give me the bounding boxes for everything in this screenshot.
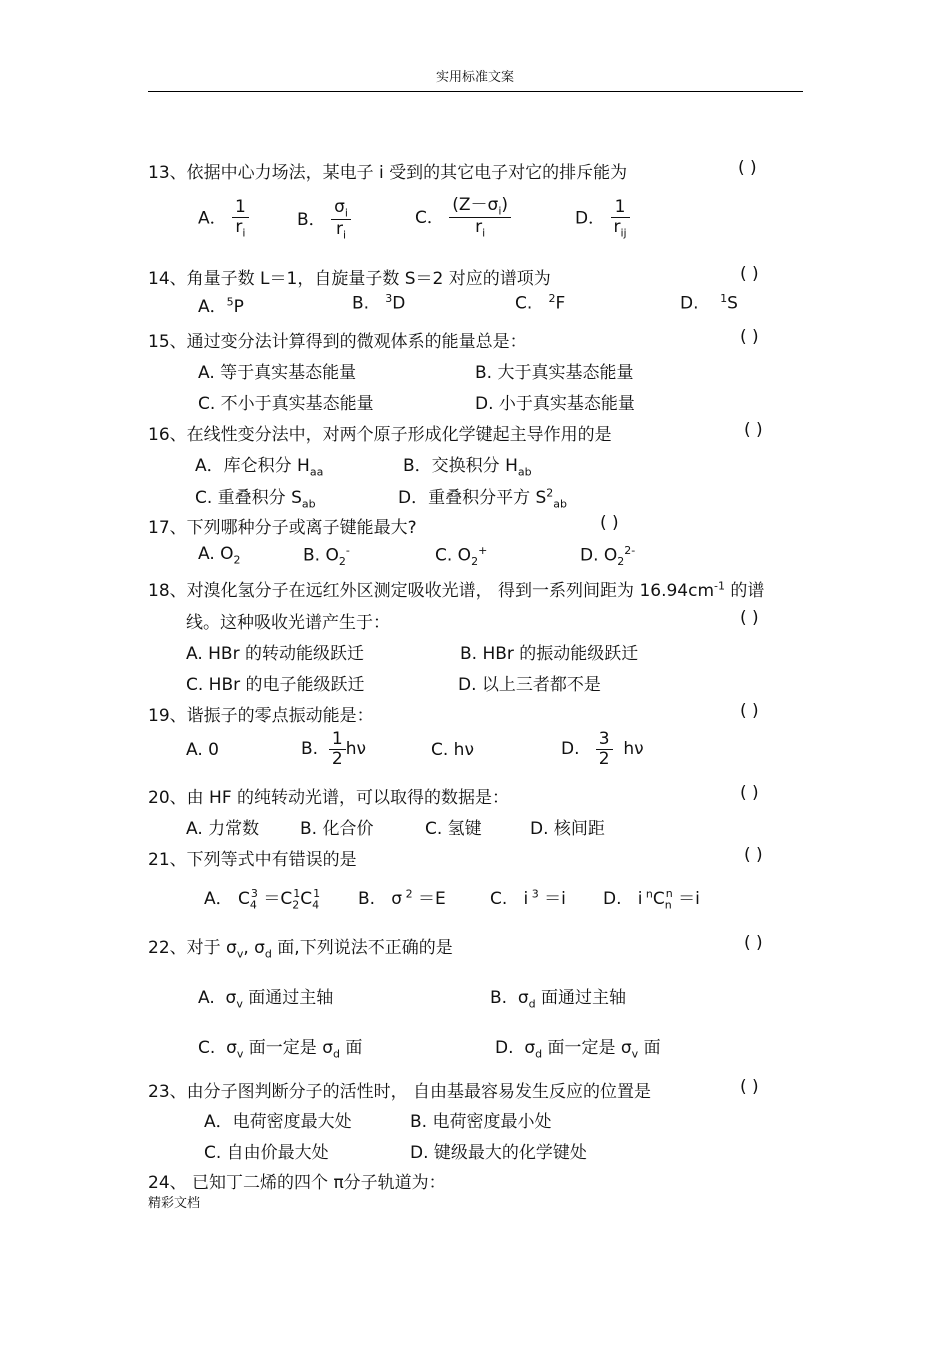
- q14-option-d: D. $^1$S: [680, 292, 738, 314]
- q18-answer-blank: ( ): [740, 608, 759, 628]
- q21-answer-blank: ( ): [744, 845, 763, 865]
- q17-option-d: D. $O_2^{2-}$: [580, 544, 636, 569]
- q21-option-d: D. i $^nC_n^n =i$: [603, 887, 700, 912]
- q14-option-c: C. $^2$F: [515, 292, 566, 314]
- q13-option-a: A． $\frac{1}{r_i}$: [198, 198, 249, 239]
- q21-option-a: A． $C_4^3 =C_2^1C_4^1$: [204, 887, 321, 912]
- question-19-stem: 19、谐振子的零点振动能是：: [148, 706, 374, 726]
- q14-option-a: A．$^5$P: [198, 295, 244, 317]
- q16-answer-blank: ( ): [744, 420, 763, 440]
- q18-option-b: B. HBr 的振动能级跃迁: [460, 644, 639, 664]
- question-17-stem: 17、下列哪种分子或离子键能最大?: [148, 518, 417, 538]
- q13-option-d: D． $\frac{1}{r_{ij}}$: [575, 198, 630, 239]
- q18-option-c: C. HBr 的电子能级跃迁: [186, 675, 365, 695]
- q19-option-b: B. $\frac{1}{2}$ hν: [301, 729, 366, 769]
- q22-answer-blank: ( ): [744, 933, 763, 953]
- question-14-stem: 14、角量子数 L＝1，自旋量子数 S＝2 对应的谱项为: [148, 269, 551, 289]
- q13-answer-blank: ( ): [738, 158, 757, 178]
- question-24-stem: 24、 已知丁二烯的四个 π分子轨道为：: [148, 1173, 446, 1193]
- q19-option-d: D. $\frac{3}{2}$ hν: [561, 729, 644, 769]
- q15-option-c: C. 不小于真实基态能量: [198, 394, 374, 414]
- question-13-stem: 13、依据中心力场法，某电子 i 受到的其它电子对它的排斥能为: [148, 163, 628, 183]
- q13-option-c: C． $\frac{(Z-\sigma_i)}{r_i}$: [415, 196, 511, 240]
- q20-answer-blank: ( ): [740, 783, 759, 803]
- q16-option-b: B．交换积分 $H_{ab}$: [403, 456, 532, 479]
- q23-answer-blank: ( ): [740, 1077, 759, 1097]
- q22-option-a: A. $\sigma_v$ 面通过主轴: [198, 988, 334, 1011]
- q23-option-d: D. 键级最大的化学键处: [410, 1143, 587, 1163]
- q21-option-b: B. σ $^2$ ＝E: [358, 887, 446, 909]
- q20-option-c: C. 氢键: [425, 819, 482, 839]
- question-18-stem-line2: 线。这种吸收光谱产生于：: [186, 613, 390, 633]
- q22-option-c: C. $\sigma_v$ 面一定是 $\sigma_d$ 面: [198, 1038, 363, 1061]
- q20-option-b: B. 化合价: [300, 819, 374, 839]
- q15-option-a: A. 等于真实基态能量: [198, 363, 357, 383]
- q23-option-c: C. 自由价最大处: [204, 1143, 329, 1163]
- page-footer: 精彩文档: [148, 1196, 201, 1211]
- question-20-stem: 20、由 HF 的纯转动光谱，可以取得的数据是：: [148, 788, 510, 808]
- q15-option-b: B. 大于真实基态能量: [475, 363, 634, 383]
- q18-option-a: A. HBr 的转动能级跃迁: [186, 644, 364, 664]
- q23-option-a: A．电荷密度最大处: [204, 1112, 352, 1132]
- q14-answer-blank: ( ): [740, 264, 759, 284]
- question-16-stem: 16、在线性变分法中，对两个原子形成化学键起主导作用的是: [148, 425, 612, 445]
- question-15-stem: 15、通过变分法计算得到的微观体系的能量总是：: [148, 332, 527, 352]
- q18-option-d: D. 以上三者都不是: [458, 675, 601, 695]
- header-rule: [148, 91, 803, 92]
- q20-option-d: D. 核间距: [530, 819, 605, 839]
- q22-option-b: B. $\sigma_d$ 面通过主轴: [490, 988, 627, 1011]
- q21-option-c: C. i $^3$ ＝i: [490, 887, 566, 909]
- q17-answer-blank: ( ): [600, 513, 619, 533]
- q22-option-d: D. $\sigma_d$ 面一定是 $\sigma_v$ 面: [495, 1038, 661, 1061]
- q15-answer-blank: ( ): [740, 327, 759, 347]
- q20-option-a: A. 力常数: [186, 819, 260, 839]
- question-22-stem: 22、对于 $\sigma_v$, $\sigma_d$ 面,下列说法不正确的是: [148, 938, 453, 961]
- q17-option-a: A. $O_2$: [198, 544, 241, 567]
- q19-option-a: A. 0: [186, 740, 219, 760]
- q19-option-c: C. hν: [431, 740, 474, 760]
- question-23-stem: 23、由分子图判断分子的活性时， 自由基最容易发生反应的位置是: [148, 1082, 652, 1102]
- q14-option-b: B. $^3$D: [352, 292, 406, 314]
- q17-option-b: B. $O_2^-$: [303, 544, 350, 569]
- q23-option-b: B. 电荷密度最小处: [410, 1112, 552, 1132]
- q16-option-a: A．库仑积分 $H_{aa}$: [195, 456, 324, 479]
- question-18-stem-line1: 18、对溴化氢分子在远红外区测定吸收光谱， 得到一系列间距为 $16.94cm^{-1}$ 的谱: [148, 579, 765, 601]
- q16-option-d: D．重叠积分平方 $S^2_{ab}$: [398, 486, 568, 511]
- q19-answer-blank: ( ): [740, 701, 759, 721]
- q17-option-c: C. $O_2^+$: [435, 544, 488, 569]
- q13-option-b: B． $\frac{\sigma_i}{r_i}$: [297, 198, 351, 242]
- question-21-stem: 21、下列等式中有错误的是: [148, 850, 357, 870]
- q15-option-d: D. 小于真实基态能量: [475, 394, 635, 414]
- page-header: 实用标准文案: [435, 70, 514, 85]
- q16-option-c: C. 重叠积分 $S_{ab}$: [195, 488, 316, 511]
